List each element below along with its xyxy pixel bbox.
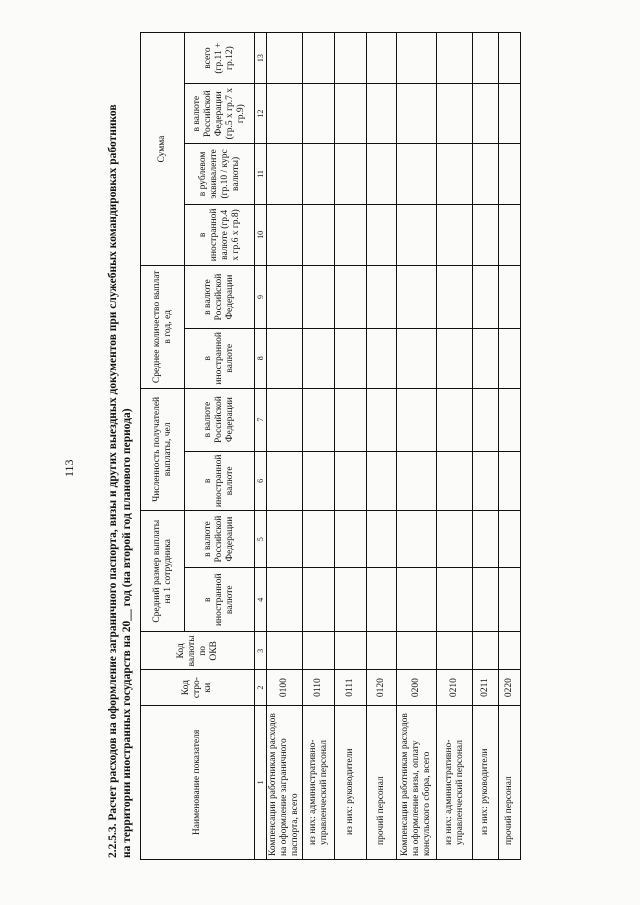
col-number: 12 (255, 84, 267, 144)
table-cell[interactable] (335, 266, 367, 329)
table-cell[interactable] (267, 451, 303, 511)
table-cell[interactable] (335, 511, 367, 568)
table-cell[interactable] (473, 632, 499, 670)
table-cell[interactable] (397, 204, 437, 265)
table-cell[interactable] (335, 568, 367, 632)
table-cell[interactable] (367, 33, 397, 84)
table-cell[interactable] (397, 144, 437, 205)
col-number: 5 (255, 511, 267, 568)
table-cell[interactable] (267, 266, 303, 329)
table-cell[interactable] (499, 568, 521, 632)
table-cell[interactable] (267, 204, 303, 265)
col-header-recipients: Численность получателей выплаты, чел (141, 388, 185, 511)
table-cell[interactable] (267, 33, 303, 84)
table-cell[interactable] (437, 511, 473, 568)
col-number: 10 (255, 204, 267, 265)
table-cell[interactable] (473, 144, 499, 205)
heading-line-2: на территории иностранных государств на 20__ год (на второй год планового периода) (121, 408, 133, 858)
col-header-avg-qty: Среднее количество выплат в год, ед (141, 266, 185, 389)
table-cell[interactable] (437, 33, 473, 84)
table-cell[interactable] (473, 204, 499, 265)
row-code: 0110 (303, 670, 335, 706)
row-label: Компенсации работникам расходов на оформление визы, оплату консульского сбора, всего (397, 705, 437, 859)
row-code: 0120 (367, 670, 397, 706)
table-cell[interactable] (267, 329, 303, 389)
row-label: прочий персонал (367, 705, 397, 859)
table-cell[interactable] (499, 204, 521, 265)
table-cell[interactable] (367, 511, 397, 568)
row-label: из них: административно-управленческий персонал (437, 705, 473, 859)
table-cell[interactable] (335, 33, 367, 84)
table-cell[interactable] (499, 84, 521, 144)
table-cell[interactable] (397, 329, 437, 389)
table-cell[interactable] (397, 568, 437, 632)
row-label: из них: руководители (335, 705, 367, 859)
table-cell[interactable] (367, 204, 397, 265)
table-cell[interactable] (437, 266, 473, 329)
row-code: 0111 (335, 670, 367, 706)
table-cell[interactable] (437, 204, 473, 265)
table-cell[interactable] (437, 632, 473, 670)
table-cell[interactable] (473, 266, 499, 329)
row-label: прочий персонал (499, 705, 521, 859)
col-number: 1 (255, 705, 267, 859)
table-row (267, 33, 303, 860)
table-cell[interactable] (473, 568, 499, 632)
col-number: 6 (255, 451, 267, 511)
table-cell[interactable] (335, 329, 367, 389)
table-cell[interactable] (267, 568, 303, 632)
col-number: 2 (255, 670, 267, 706)
table-cell[interactable] (367, 451, 397, 511)
col-header-avg-payment-foreign: в иностранной валюте (185, 568, 255, 632)
col-number: 13 (255, 33, 267, 84)
col-header-qty-rub: в валюте Российской Федерации (185, 266, 255, 329)
row-label: Компенсации работникам расходов на оформление заграничного паспорта, всего (267, 705, 303, 859)
table-cell[interactable] (473, 33, 499, 84)
table-cell[interactable] (335, 84, 367, 144)
table-cell[interactable] (499, 632, 521, 670)
col-header-recipients-foreign: в иностранной валюте (185, 451, 255, 511)
col-header-sum-rub-equiv: в рублевом эквиваленте (гр.10 / курс валюты) (185, 144, 255, 205)
col-number: 4 (255, 568, 267, 632)
table-cell[interactable] (437, 388, 473, 451)
table-cell[interactable] (473, 329, 499, 389)
table-cell[interactable] (335, 388, 367, 451)
col-header-sum: Сумма (141, 33, 185, 266)
section-heading (106, 98, 134, 858)
table-cell[interactable] (303, 266, 335, 329)
table-cell[interactable] (335, 204, 367, 265)
col-header-code: Код стро-ки (141, 670, 255, 706)
table-cell[interactable] (303, 632, 335, 670)
row-code: 0200 (397, 670, 437, 706)
table-cell[interactable] (335, 144, 367, 205)
table-row (499, 33, 521, 860)
table-cell[interactable] (473, 511, 499, 568)
table-row (303, 33, 335, 860)
row-label: из них: руководители (473, 705, 499, 859)
table-cell[interactable] (397, 33, 437, 84)
table-cell[interactable] (267, 511, 303, 568)
table-cell[interactable] (267, 388, 303, 451)
table-cell[interactable] (437, 84, 473, 144)
table-cell[interactable] (499, 266, 521, 329)
table-cell[interactable] (303, 204, 335, 265)
table-cell[interactable] (397, 511, 437, 568)
col-header-okv: Код валюты по ОКВ (141, 632, 255, 670)
page-number: 113 (62, 459, 76, 477)
row-code: 0210 (437, 670, 473, 706)
table-cell[interactable] (499, 33, 521, 84)
table-row (335, 33, 367, 860)
table-cell[interactable] (437, 568, 473, 632)
row-code: 0211 (473, 670, 499, 706)
table-cell[interactable] (267, 84, 303, 144)
table-cell[interactable] (473, 388, 499, 451)
table-cell[interactable] (335, 632, 367, 670)
table-cell[interactable] (303, 84, 335, 144)
table-cell[interactable] (397, 451, 437, 511)
expense-calculation-table (140, 32, 521, 860)
table-cell[interactable] (437, 451, 473, 511)
table-cell[interactable] (499, 144, 521, 205)
col-header-sum-rub: в валюте Российской Федерации (гр.5 x гр.7 x гр.9) (185, 84, 255, 144)
col-number: 11 (255, 144, 267, 205)
col-header-name: Наименование показателя (141, 705, 255, 859)
heading-line-1: 2.2.5.3. Расчет расходов на оформление заграничного паспорта, визы и других выездных документов при служебных командировках работников (107, 104, 119, 858)
table-cell[interactable] (397, 266, 437, 329)
table-cell[interactable] (499, 329, 521, 389)
table-cell[interactable] (267, 632, 303, 670)
table-cell[interactable] (367, 84, 397, 144)
table-cell[interactable] (367, 568, 397, 632)
row-code: 0100 (267, 670, 303, 706)
table-row (397, 33, 437, 860)
table-cell[interactable] (499, 451, 521, 511)
table-row (437, 33, 473, 860)
table-cell[interactable] (303, 33, 335, 84)
table-cell[interactable] (303, 329, 335, 389)
table-cell[interactable] (367, 329, 397, 389)
col-number: 9 (255, 266, 267, 329)
table-cell[interactable] (499, 511, 521, 568)
table-cell[interactable] (367, 632, 397, 670)
table-cell[interactable] (367, 266, 397, 329)
col-header-sum-foreign: в иностранной валюте (гр.4 x гр.6 x гр.8) (185, 204, 255, 265)
col-number: 7 (255, 388, 267, 451)
table-cell[interactable] (437, 144, 473, 205)
table-cell[interactable] (437, 329, 473, 389)
table-row (473, 33, 499, 860)
table-cell[interactable] (335, 451, 367, 511)
table-cell[interactable] (267, 144, 303, 205)
table-cell[interactable] (397, 84, 437, 144)
table-cell[interactable] (303, 511, 335, 568)
row-label: из них: административно-управленческий персонал (303, 705, 335, 859)
col-header-sum-total: всего (гр.11 + гр.12) (185, 33, 255, 84)
table-cell[interactable] (367, 388, 397, 451)
table-cell[interactable] (303, 451, 335, 511)
table-row (367, 33, 397, 860)
table-cell[interactable] (397, 632, 437, 670)
rotated-page-content (40, 32, 600, 872)
table-cell[interactable] (473, 451, 499, 511)
table-cell[interactable] (499, 388, 521, 451)
table-cell[interactable] (397, 388, 437, 451)
table-cell[interactable] (303, 144, 335, 205)
col-header-qty-foreign: в иностранной валюте (185, 329, 255, 389)
table-cell[interactable] (367, 144, 397, 205)
col-header-avg-payment-rub: в валюте Российской Федерации (185, 511, 255, 568)
col-number: 3 (255, 632, 267, 670)
table-cell[interactable] (303, 388, 335, 451)
row-code: 0220 (499, 670, 521, 706)
col-header-recipients-rub: в валюте Российской Федерации (185, 388, 255, 451)
col-number: 8 (255, 329, 267, 389)
table-cell[interactable] (303, 568, 335, 632)
col-header-avg-payment: Средний размер выплаты на 1 сотрудника (141, 511, 185, 632)
table-cell[interactable] (473, 84, 499, 144)
